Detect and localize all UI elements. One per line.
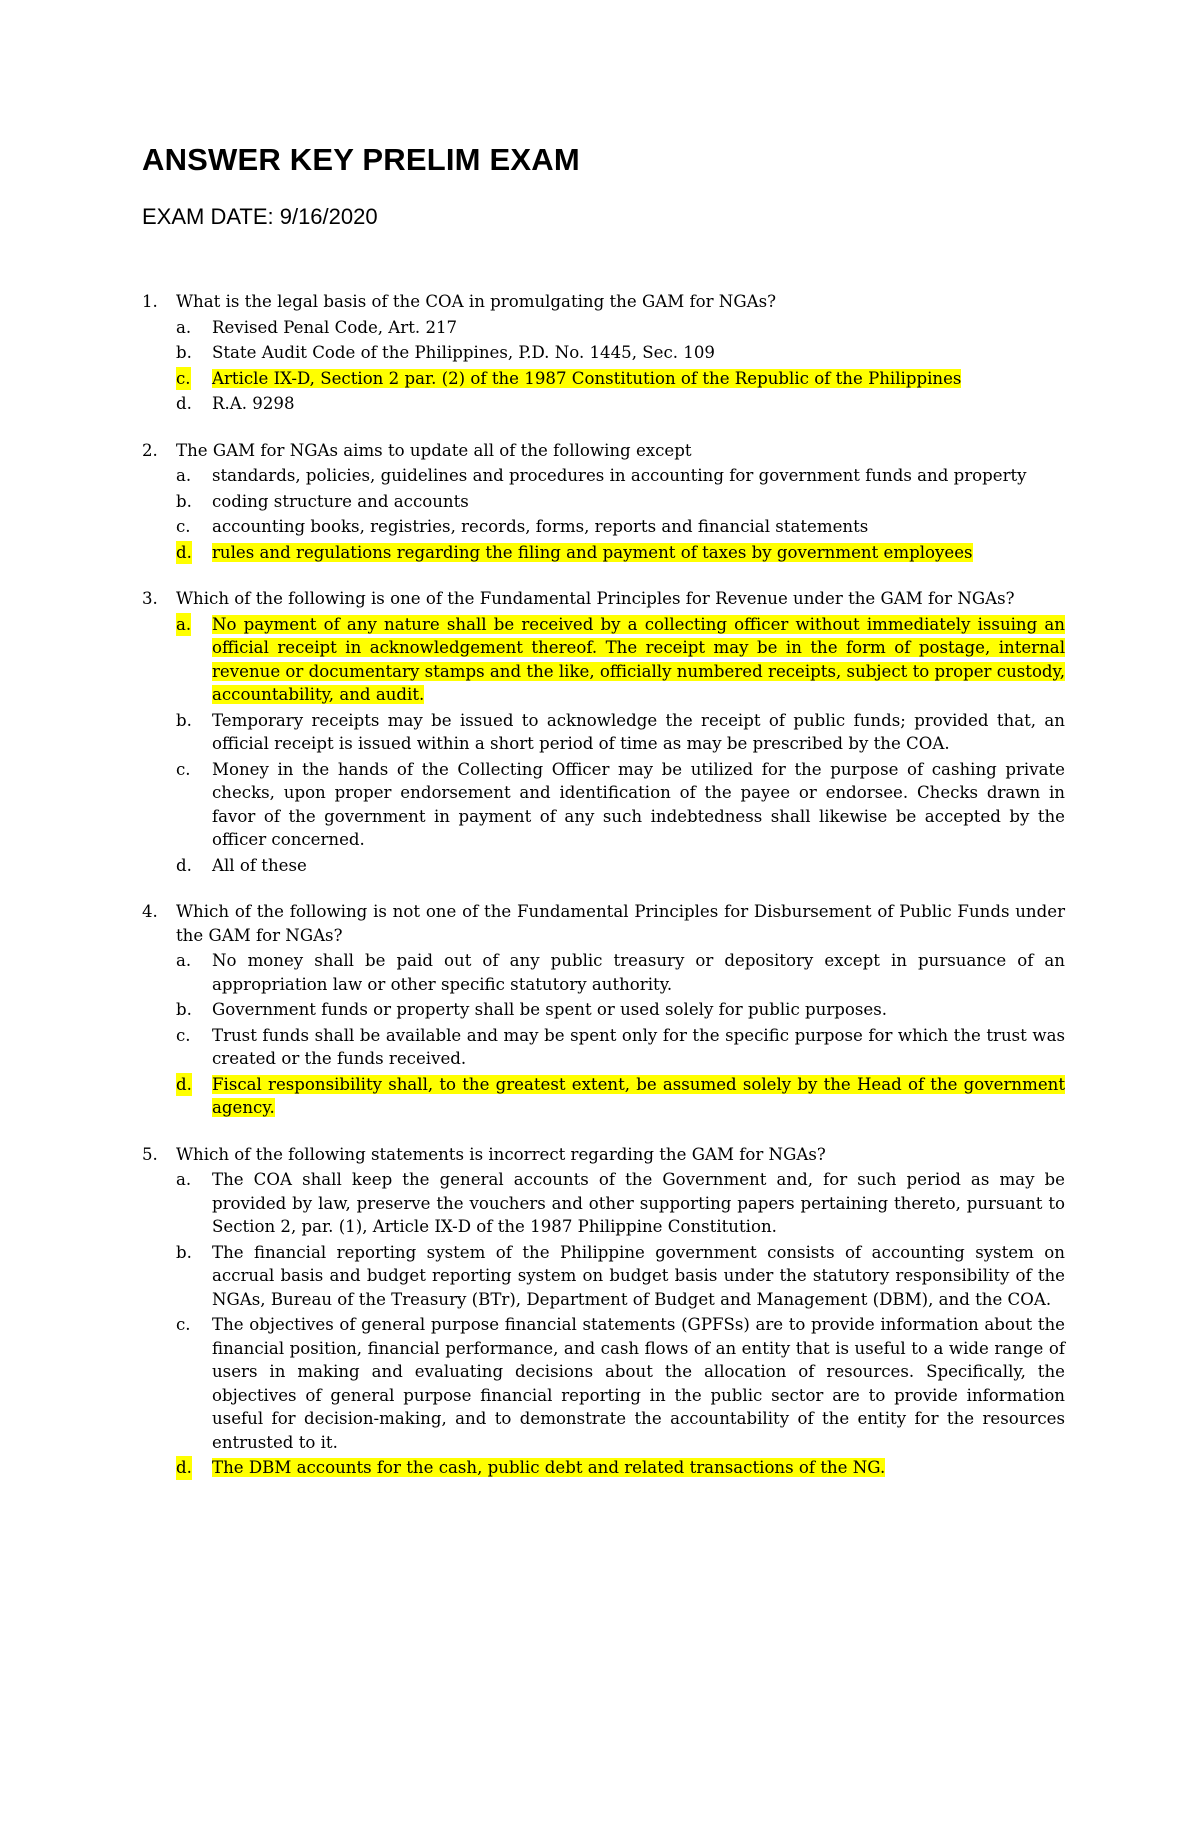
choice-letter: b. — [176, 710, 192, 730]
choice-letter: d. — [176, 855, 192, 875]
choice-letter: d. — [176, 541, 192, 565]
question-stem — [142, 290, 1065, 314]
answer-choice — [142, 758, 1065, 852]
question-number: 3. — [142, 589, 158, 608]
choice-letter: d. — [176, 1073, 192, 1097]
choice-text: coding structure and accounts — [212, 491, 469, 511]
choice-letter: a. — [176, 317, 192, 337]
question-item — [142, 290, 1065, 416]
answer-choice-correct — [142, 1456, 1065, 1480]
choice-list — [142, 316, 1065, 416]
choice-letter: c. — [176, 1025, 191, 1045]
question-number: 2. — [142, 440, 158, 460]
question-item — [142, 587, 1065, 877]
question-list — [142, 290, 1065, 1503]
highlighted-answer-text: Fiscal responsibility shall, to the greatest extent, be assumed solely by the Head of the government agency. — [212, 1074, 1065, 1117]
answer-choice-correct — [142, 1073, 1065, 1120]
choice-letter: a. — [176, 466, 192, 485]
choice-letter: b. — [176, 1242, 192, 1262]
highlighted-answer-text: Article IX-D, Section 2 par. (2) of the 1987 Constitution of the Republic of the Philippines — [212, 368, 962, 388]
answer-choice — [142, 1241, 1065, 1312]
question-item — [142, 900, 1065, 1120]
choice-letter: c. — [176, 759, 191, 779]
highlighted-answer-text: rules and regulations regarding the filing and payment of taxes by government employees — [212, 542, 973, 562]
choice-text: No money shall be paid out of any public treasury or depository except in pursuance of an appropriation law or other specific statutory authority. — [212, 951, 1065, 994]
question-number: 1. — [142, 292, 158, 311]
answer-choice — [142, 341, 1065, 365]
choice-letter: c. — [176, 1315, 191, 1334]
choice-text: standards, policies, guidelines and procedures in accounting for government funds and property — [212, 466, 1027, 485]
choice-list — [142, 1168, 1065, 1480]
exam-date: EXAM DATE: 9/16/2020 — [142, 204, 378, 229]
choice-list — [142, 613, 1065, 878]
answer-choice-correct — [142, 541, 1065, 565]
answer-choice — [142, 709, 1065, 756]
answer-choice — [142, 1168, 1065, 1239]
choice-letter: d. — [176, 1456, 192, 1480]
choice-text: The financial reporting system of the Philippine government consists of accounting system on accrual basis and budget reporting system on budget basis under the statutory responsibility of the NGAs, Bureau of the Treasury (BTr), Department of Budget and Management (DBM), and the COA. — [212, 1242, 1065, 1309]
question-text: Which of the following is not one of the Fundamental Principles for Disbursement of Public Funds under the GAM for NGAs? — [176, 902, 1065, 945]
choice-text: Temporary receipts may be issued to acknowledge the receipt of public funds; provided that, an official receipt is issued within a short period of time as may be prescribed by the COA. — [212, 710, 1065, 753]
answer-choice — [142, 464, 1065, 488]
answer-choice — [142, 490, 1065, 514]
answer-choice — [142, 949, 1065, 996]
choice-list — [142, 949, 1065, 1120]
answer-choice-correct — [142, 367, 1065, 391]
question-number: 5. — [142, 1144, 158, 1164]
highlighted-answer-text: No payment of any nature shall be received by a collecting officer without immediately issuing an official receipt in acknowledgement thereof. The receipt may be in the form of postage, internal revenue or documentary stamps and the like, officially numbered receipts, subject to proper custody, accountability, and audit. — [212, 614, 1065, 704]
choice-letter: b. — [176, 343, 192, 362]
choice-text: The COA shall keep the general accounts of the Government and, for such period as may be provided by law, preserve the vouchers and other supporting papers pertaining thereto, pursuant to Section 2, par. (1), Article IX-D of the 1987 Philippine Constitution. — [212, 1170, 1065, 1236]
question-stem — [142, 900, 1065, 947]
choice-text: Trust funds shall be available and may be spent only for the specific purpose for which the trust was created or the funds received. — [212, 1025, 1065, 1068]
question-number: 4. — [142, 902, 158, 921]
answer-choice-correct — [142, 613, 1065, 707]
answer-choice — [142, 392, 1065, 416]
choice-letter: b. — [176, 1000, 192, 1019]
question-text: Which of the following statements is incorrect regarding the GAM for NGAs? — [176, 1144, 826, 1164]
choice-text: Money in the hands of the Collecting Officer may be utilized for the purpose of cashing private checks, upon proper endorsement and identification of the payee or endorsee. Checks drawn in favor of the government in payment of any such indebtedness shall likewise be accepted by the officer concerned. — [212, 759, 1065, 849]
answer-choice — [142, 1024, 1065, 1071]
choice-text: Government funds or property shall be spent or used solely for public purposes. — [212, 1000, 888, 1019]
question-item — [142, 1143, 1065, 1480]
choice-letter: c. — [176, 517, 191, 536]
choice-text: accounting books, registries, records, forms, reports and financial statements — [212, 517, 869, 536]
answer-choice — [142, 1313, 1065, 1454]
question-text: Which of the following is one of the Fundamental Principles for Revenue under the GAM for NGAs? — [176, 589, 1015, 608]
question-text: The GAM for NGAs aims to update all of the following except — [176, 440, 692, 460]
answer-choice — [142, 515, 1065, 539]
choice-letter: c. — [176, 367, 191, 391]
answer-choice — [142, 854, 1065, 878]
choice-text: State Audit Code of the Philippines, P.D. No. 1445, Sec. 109 — [212, 343, 715, 362]
answer-choice — [142, 998, 1065, 1022]
choice-list — [142, 464, 1065, 564]
question-stem — [142, 439, 1065, 463]
question-item — [142, 439, 1065, 565]
highlighted-answer-text: The DBM accounts for the cash, public debt and related transactions of the NG. — [212, 1458, 886, 1477]
choice-letter: d. — [176, 394, 192, 413]
choice-letter: a. — [176, 1170, 192, 1189]
choice-letter: b. — [176, 491, 192, 511]
choice-text: The objectives of general purpose financial statements (GPFSs) are to provide information about the financial position, financial performance, and cash flows of an entity that is useful to a wide range of users in making and evaluating decisions about the allocation of resources. Specifically, the objectives of general purpose financial reporting in the public sector are to provide information useful for decision-making, and to demonstrate the accountability of the entity for the resources entrusted to it. — [212, 1315, 1065, 1452]
question-stem — [142, 587, 1065, 611]
question-text: What is the legal basis of the COA in promulgating the GAM for NGAs? — [176, 292, 776, 311]
choice-text: Revised Penal Code, Art. 217 — [212, 317, 458, 337]
document-title: ANSWER KEY PRELIM EXAM — [142, 142, 580, 177]
question-stem — [142, 1143, 1065, 1167]
choice-letter: a. — [176, 613, 191, 637]
choice-letter: a. — [176, 951, 192, 970]
choice-text: All of these — [212, 855, 307, 875]
answer-choice — [142, 316, 1065, 340]
choice-text: R.A. 9298 — [212, 394, 295, 413]
